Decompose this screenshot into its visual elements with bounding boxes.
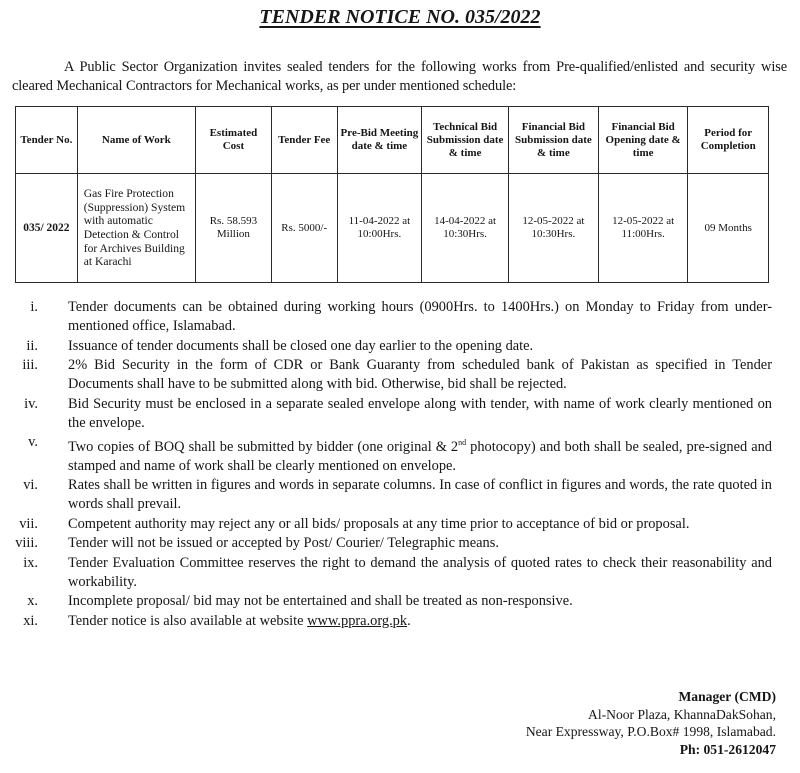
term-text: Tender notice is also available at website xyxy=(68,612,308,629)
header-financial-opening: Financial Bid Opening date & time xyxy=(598,107,688,174)
term-text: Tender documents can be obtained during working hours (0900Hrs. to 1400Hrs.) on Monday to Friday from under- mentioned office, Islamabad. xyxy=(68,299,772,334)
cell-estimated-cost: Rs. 58.593 Million xyxy=(196,174,272,283)
table-header-row xyxy=(16,107,769,174)
header-name-of-work: Name of Work xyxy=(77,107,195,174)
address-line-2: Near Expressway, P.O.Box# 1998, Islamabad. xyxy=(525,724,776,739)
term-item xyxy=(0,356,800,394)
intro-paragraph: A Public Sector Organization invites sealed tenders for the following works from Pre-qualified/enlisted and security wise cleared Mechanical Contractors for Mechanical works, as per under mentioned schedule: xyxy=(12,59,787,94)
term-text: Competent authority may reject any or all bids/ proposals at any time prior to acceptance of bid or proposal. xyxy=(68,515,690,532)
term-superscript: nd xyxy=(458,438,467,447)
terms-list xyxy=(0,298,800,631)
cell-technical-bid: 14-04-2022 at 10:30Hrs. xyxy=(422,174,509,283)
term-number: i. xyxy=(30,299,38,315)
cell-pre-bid: 11-04-2022 at 10:00Hrs. xyxy=(337,174,422,283)
notice-title-text: TENDER NOTICE NO. 035/2022 xyxy=(259,6,541,28)
term-item xyxy=(0,515,800,534)
term-text-continued: photocopy) and both shall be sealed, pre-signed and stamped and name of work shall be clearly mentioned on envelope. xyxy=(68,438,773,474)
term-text: Tender Evaluation Committee reserves the right to demand the analysis of quoted rates to check their reasonability and workability. xyxy=(68,554,772,590)
term-number: iii. xyxy=(22,357,38,373)
header-technical-bid: Technical Bid Submission date & time xyxy=(422,107,509,174)
signature-block xyxy=(526,688,776,758)
term-item xyxy=(0,337,800,356)
term-number: vi. xyxy=(23,477,38,494)
address-line-1: Al-Noor Plaza, KhannaDakSohan, xyxy=(588,706,776,722)
term-number: xi. xyxy=(23,612,38,629)
header-pre-bid: Pre-Bid Meeting date & time xyxy=(337,107,422,174)
header-tender-no: Tender No. xyxy=(16,107,78,174)
cell-completion: 09 Months xyxy=(688,174,769,283)
term-text: Issuance of tender documents shall be closed one day earlier to the opening date. xyxy=(68,337,534,354)
term-number: x. xyxy=(27,593,38,610)
term-item xyxy=(0,433,800,476)
term-text: Tender will not be issued or accepted by Post/ Courier/ Telegraphic means. xyxy=(68,535,499,552)
term-item xyxy=(0,476,800,514)
term-text-end: . xyxy=(407,612,411,629)
term-item xyxy=(0,534,800,553)
term-number: vii. xyxy=(19,515,38,532)
notice-title xyxy=(0,6,800,29)
header-completion: Period for Completion xyxy=(688,107,769,174)
signatory-designation: Manager (CMD) xyxy=(678,689,776,704)
cell-name-of-work: Gas Fire Protection (Suppression) System with automatic Detection & Control for Archives Building at Karachi xyxy=(77,174,195,283)
term-text: 2% Bid Security in the form of CDR or Bank Guaranty from scheduled bank of Pakistan as specified in Tender Documents shall have to be submitted along with bid. Otherwise, bid shall be rejected. xyxy=(68,357,772,392)
term-item xyxy=(0,592,800,611)
table-row xyxy=(16,174,769,283)
term-number: iv. xyxy=(24,395,38,412)
term-item xyxy=(0,395,800,433)
cell-tender-no: 035/ 2022 xyxy=(16,174,78,283)
term-text: Bid Security must be enclosed in a separate sealed envelope along with tender, with name of work clearly mentioned on the envelope. xyxy=(68,395,772,431)
term-number: ii. xyxy=(26,337,38,354)
website-link[interactable]: www.ppra.org.pk xyxy=(307,612,408,629)
cell-tender-fee: Rs. 5000/- xyxy=(271,174,337,283)
term-item xyxy=(0,298,800,336)
term-item xyxy=(0,554,800,592)
cell-financial-opening: 12-05-2022 at 11:00Hrs. xyxy=(598,174,688,283)
tender-schedule-table xyxy=(15,106,769,283)
term-item xyxy=(0,612,800,631)
term-number: ix. xyxy=(23,554,38,571)
header-estimated-cost: Estimated Cost xyxy=(196,107,272,174)
term-text: Incomplete proposal/ bid may not be entertained and shall be treated as non-responsive. xyxy=(68,593,573,610)
header-tender-fee: Tender Fee xyxy=(271,107,337,174)
term-number: v. xyxy=(28,434,38,450)
term-text: Two copies of BOQ shall be submitted by bidder (one original & 2 xyxy=(68,438,459,455)
header-financial-submission: Financial Bid Submission date & time xyxy=(508,107,598,174)
term-text: Rates shall be written in figures and words in separate columns. In case of conflict in figures and words, the rate quoted in words shall prevail. xyxy=(68,477,772,513)
cell-financial-submission: 12-05-2022 at 10:30Hrs. xyxy=(508,174,598,283)
phone-number: Ph: 051-2612047 xyxy=(679,741,776,757)
term-number: viii. xyxy=(15,535,38,552)
